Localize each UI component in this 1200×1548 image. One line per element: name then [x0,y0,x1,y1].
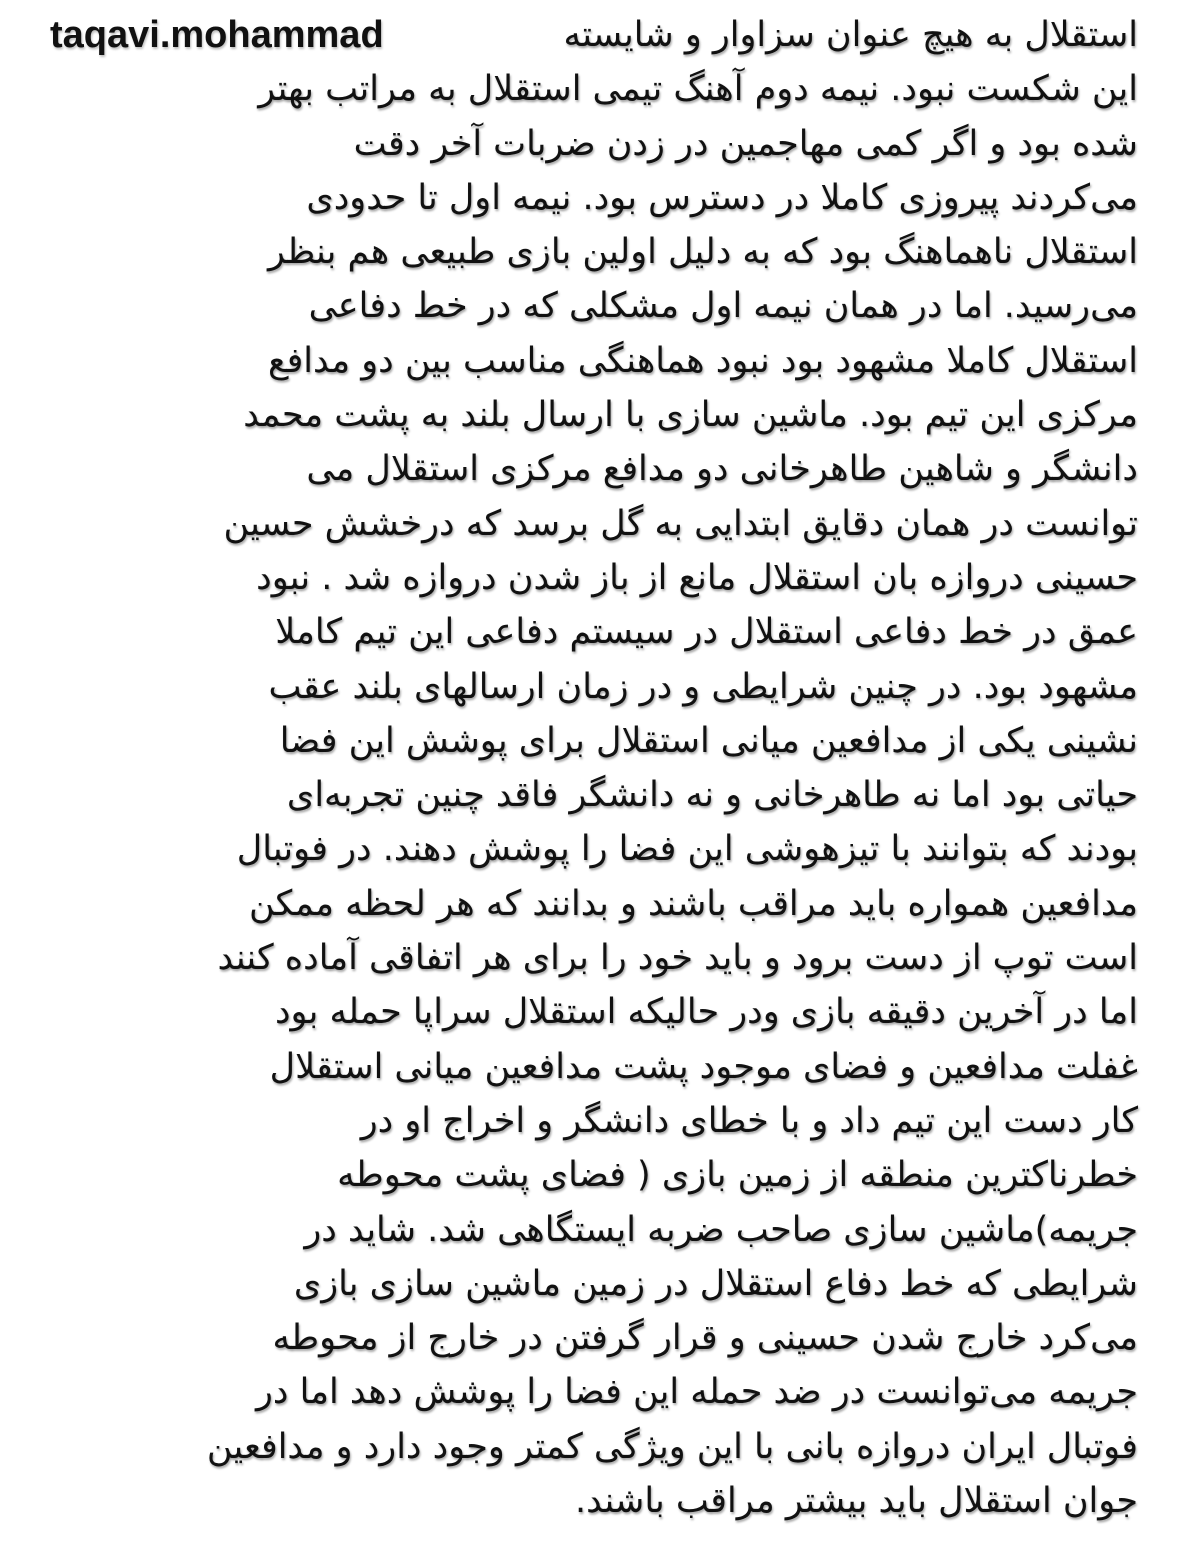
caption-line: است توپ از دست برود و باید خود را برای هر اتفاقی آماده کنند [217,938,1138,979]
caption-line: شرایطی که خط دفاع استقلال در زمین ماشین سازی بازی [293,1263,1138,1304]
caption-line: عمق در خط دفاعی استقلال در سیستم دفاعی این تیم کاملا [275,612,1138,653]
username-link[interactable]: taqavi.mohammad [50,14,384,56]
caption-line: استقلال ناهماهنگ بود که به دلیل اولین بازی طبیعی هم بنظر [268,232,1138,273]
caption-line: خطرناکترین منطقه از زمین بازی ( فضای پشت محوطه [337,1155,1138,1196]
caption-line: مشهود بود. در چنین شرایطی و در زمان ارسالهای بلند عقب [268,666,1138,707]
post-caption [50,8,1138,1528]
caption-line: بودند که بتوانند با تیزهوشی این فضا را پوشش دهند. در فوتبال [236,829,1138,870]
caption-line: مرکزی این تیم بود. ماشین سازی با ارسال بلند به پشت محمد [243,395,1138,436]
caption-line: حسینی دروازه بان استقلال مانع از باز شدن دروازه شد . نبود [256,557,1138,598]
caption-line: این شکست نبود. نیمه دوم آهنگ تیمی استقلال به مراتب بهتر [258,69,1138,110]
caption-line: جریمه می‌توانست در ضد حمله این فضا را پوشش دهد اما در [256,1372,1138,1413]
caption-line: فوتبال ایران دروازه بانی با این ویژگی کمتر وجود دارد و مدافعین [206,1426,1138,1467]
caption-line: غفلت مدافعین و فضای موجود پشت مدافعین میانی استقلال [269,1046,1138,1087]
caption-text: استقلال به هیچ عنوان سزاوار و شایسته [563,15,1138,55]
caption-line: دانشگر و شاهین طاهرخانی دو مدافع مرکزی استقلال می [306,449,1138,490]
caption-line: مدافعین همواره باید مراقب باشند و بدانند که هر لحظه ممکن [248,883,1138,924]
caption-first-line [50,8,1138,62]
caption-line: حیاتی بود اما نه طاهرخانی و نه دانشگر فاقد چنین تجربه‌ای [286,775,1138,816]
caption-line: شده بود و اگر کمی مهاجمین در زدن ضربات آخر دقت [353,123,1138,164]
caption-line: اما در آخرین دقیقه بازی ودر حالیکه استقلال سراپا حمله بود [274,992,1138,1033]
caption-line: استقلال کاملا مشهود بود نبود هماهنگی مناسب بین دو مدافع [267,340,1138,381]
caption-line: کار دست این تیم داد و با خطای دانشگر و اخراج او در [360,1100,1138,1141]
caption-line: می‌کرد خارج شدن حسینی و قرار گرفتن در خارج از محوطه [272,1318,1138,1359]
caption-line: توانست در همان دقایق ابتدایی به گل برسد که درخشش حسین [223,503,1138,544]
caption-line: نشینی یکی از مدافعین میانی استقلال برای پوشش این فضا [279,720,1138,761]
caption-line: جریمه)ماشین سازی صاحب ضربه ایستگاهی شد. شاید در [304,1209,1138,1250]
caption-line: می‌کردند پیروزی کاملا در دسترس بود. نیمه اول تا حدودی [306,177,1138,218]
caption-line: می‌رسید. اما در همان نیمه اول مشکلی که در خط دفاعی [308,286,1138,327]
caption-line: جوان استقلال باید بیشتر مراقب باشند. [575,1481,1138,1522]
